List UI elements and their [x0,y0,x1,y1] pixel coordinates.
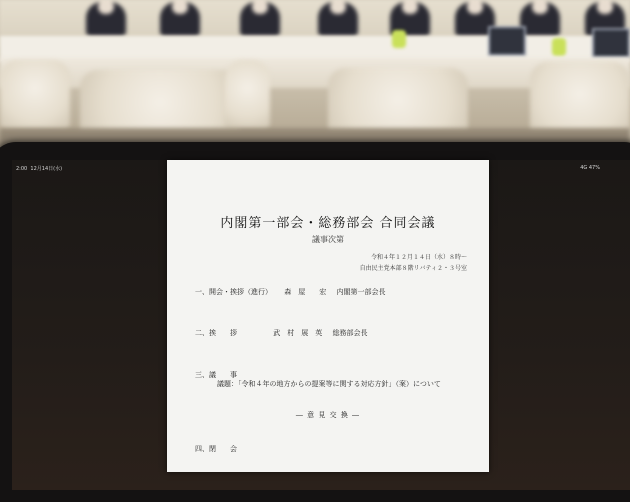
agenda-topic: 議題：「令和４年の地方からの提案等に関する対応方針」（案）について [217,380,441,388]
monitor [592,28,630,58]
meeting-date: 令和４年１２月１４日（水）８時～ [370,254,467,261]
monitor [488,26,526,56]
document-subtitle: 議事次第 [312,235,344,244]
agenda-item: 四、閉 会 [195,445,237,453]
bottle [392,30,406,48]
chair [225,60,270,130]
status-time: 2:00 12月14日(水) [16,166,63,172]
attendee [520,2,560,36]
agenda-item: 一、開会・挨拶（進行） 森 屋 宏 内閣第一部会長 [195,288,386,296]
agenda-item: 二、挨 拶 武 村 展 英 総務部会長 [195,329,368,337]
meeting-place: 自由民主党本部８階リバティ２・３号室 [359,265,467,272]
status-signal: 4G 47% [580,165,600,171]
bottle [552,38,566,56]
chair [0,60,70,130]
opinion-exchange: ― 意 見 交 換 ― [295,411,361,419]
agenda-document [167,160,489,472]
attendee [160,2,200,36]
document-title: 内閣第一部会・総務部会 合同会議 [220,216,436,231]
attendee [86,2,126,36]
attendee [240,2,280,36]
agenda-item: 三、議 事 [195,371,237,379]
attendee [318,2,358,36]
